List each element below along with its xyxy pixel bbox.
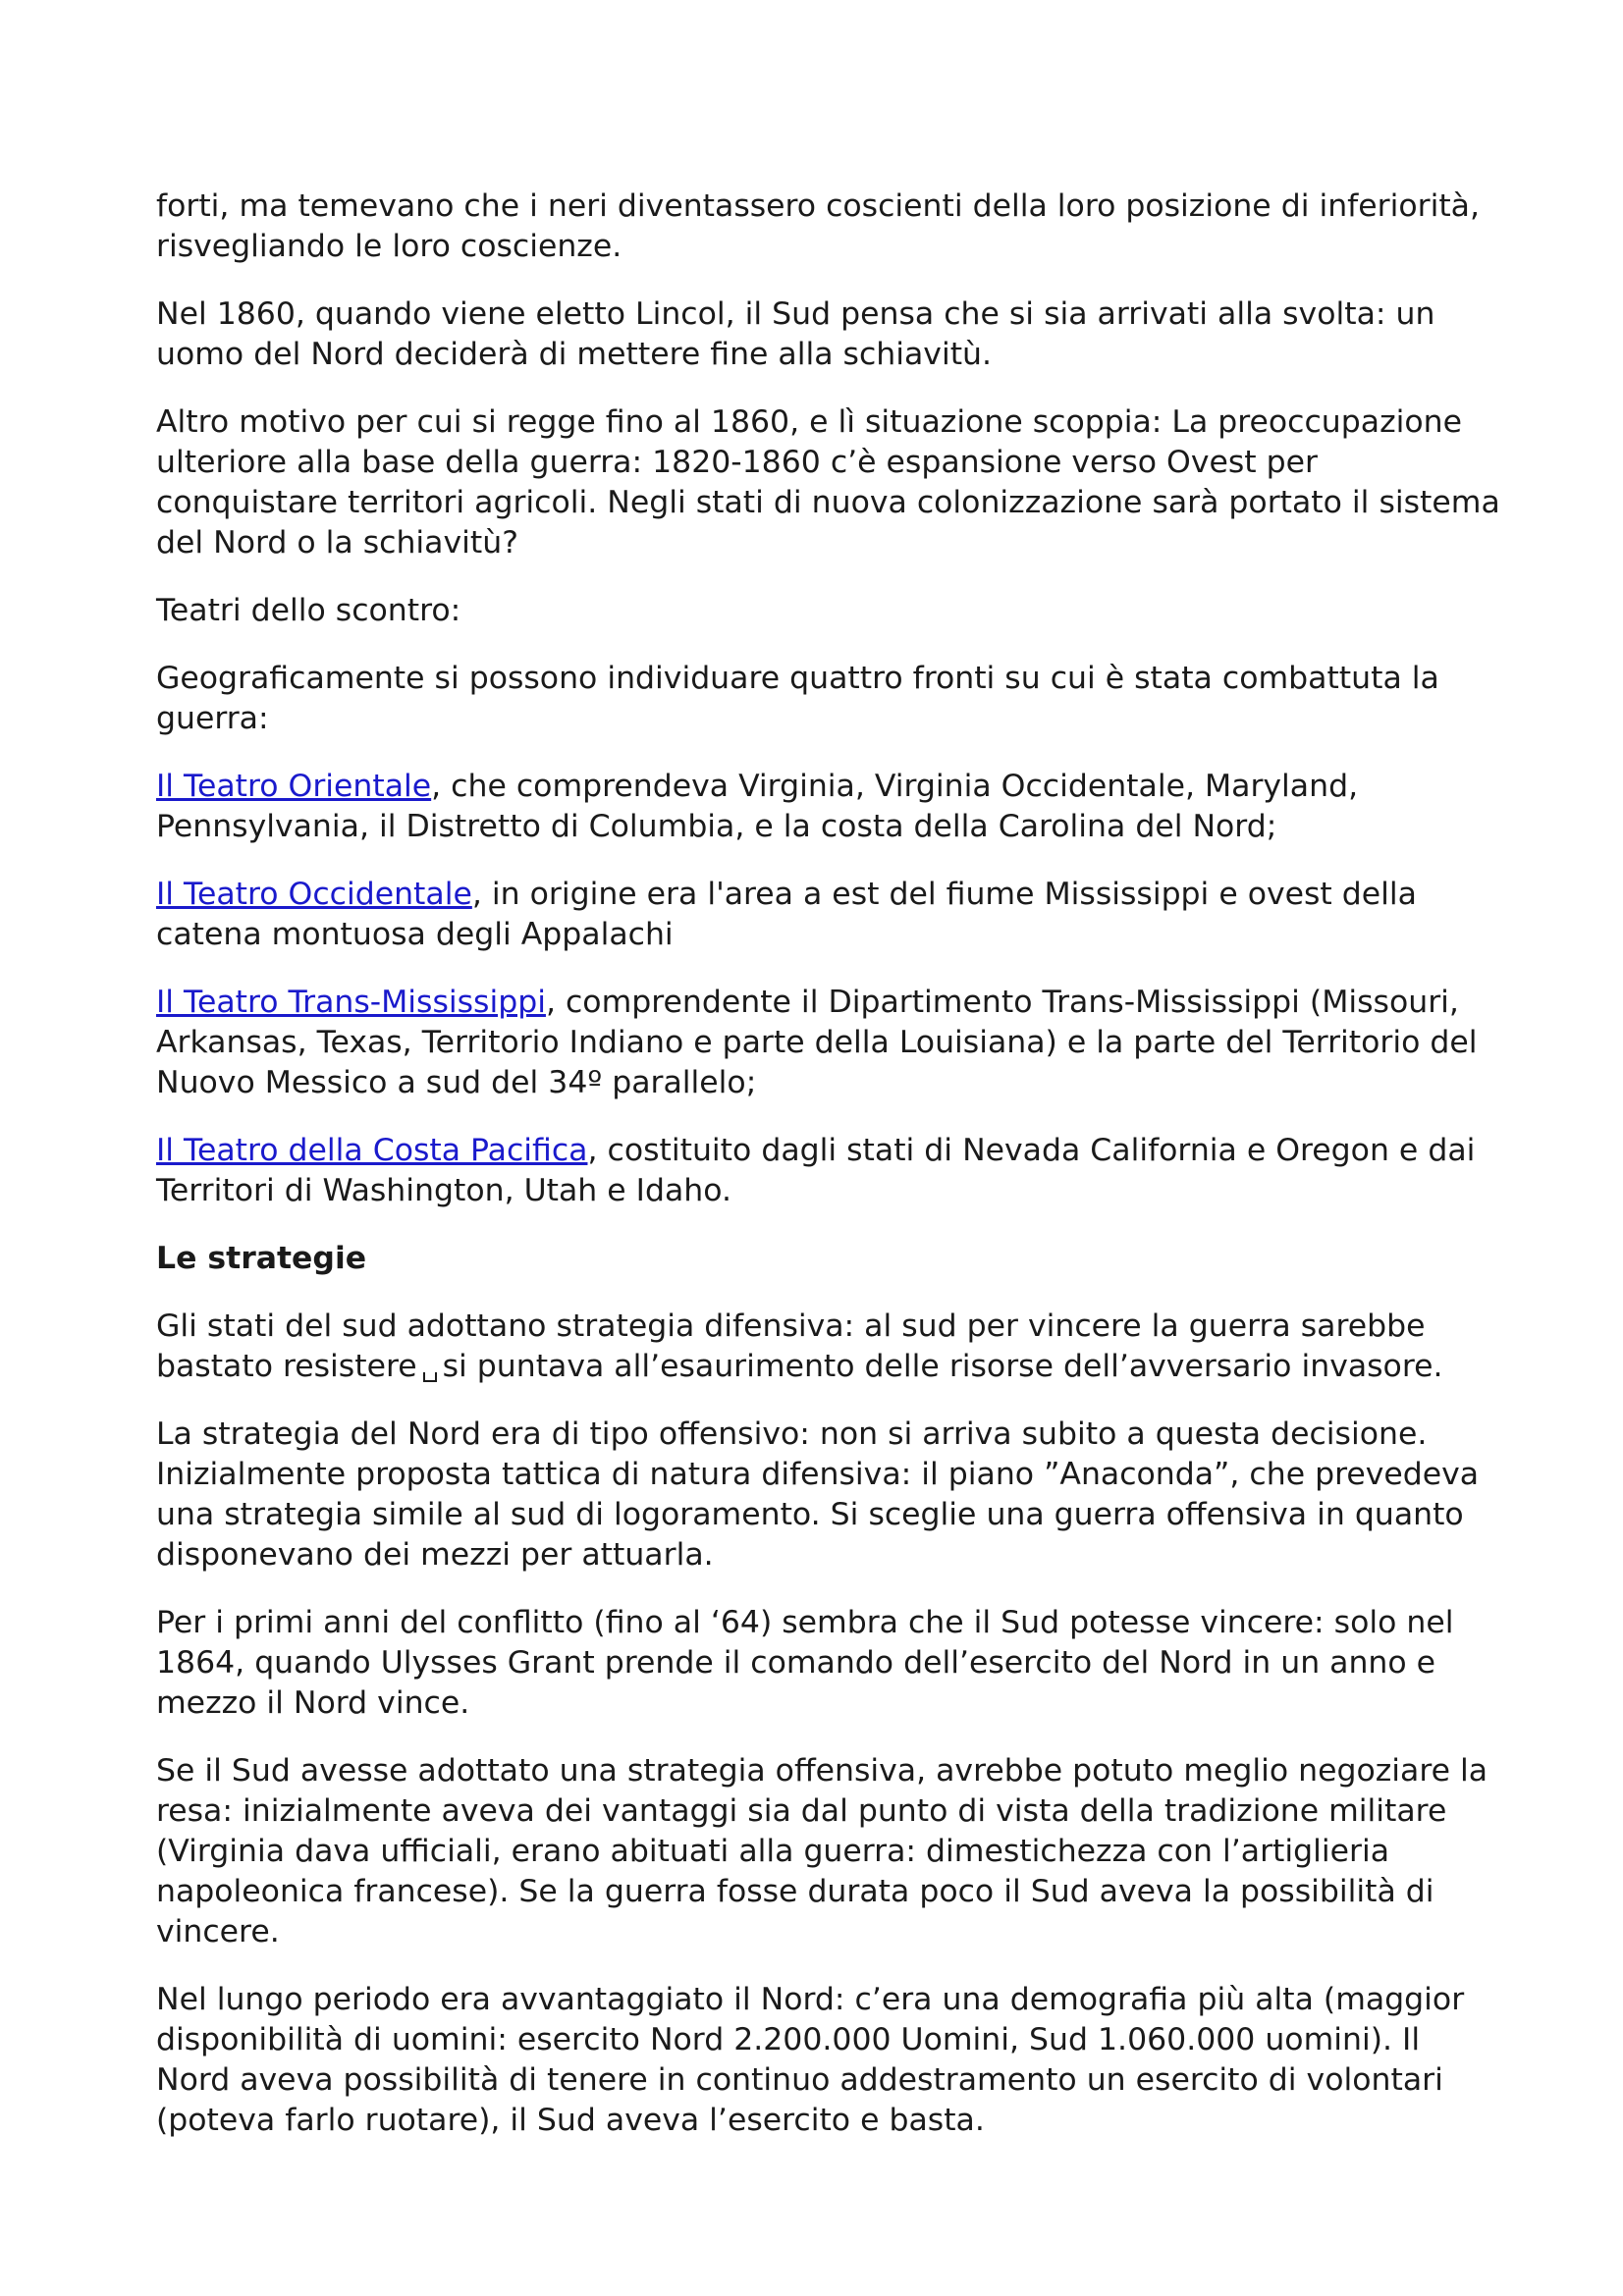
paragraph-south-offensive: Se il Sud avesse adottato una strategia offensiva, avrebbe potuto meglio negoziare la resa: inizialmente aveva dei vantaggi sia dal punto di vista della tradizione militare (Virginia dava ufficiali, erano abituati alla guerra: dimestichezza con l’artiglieria napoleonica francese). Se la guerra fosse durata poco il Sud aveva la possibilità di vincere.: [156, 1753, 1488, 1949]
theater-trans-mississippi: [156, 983, 1501, 1103]
south-strategy-text-after: si puntava all’esaurimento delle risorse dell’avversario invasore.: [442, 1349, 1443, 1384]
theater-eastern: [156, 767, 1501, 847]
theater-trans-mississippi-text: , comprendente il Dipartimento Trans-Mississippi (Missouri, Arkansas, Texas, Territorio Indiano e parte della Louisiana) e la parte del Territorio del Nuovo Messico a sud del 34º parallelo;: [156, 985, 1478, 1100]
paragraph-intro-continuation: forti, ma temevano che i neri diventassero coscienti della loro posizione di inferiorità, risvegliando le loro coscienze.: [156, 188, 1480, 264]
theater-pacific-coast: [156, 1131, 1501, 1211]
placeholder-glyph-icon: [423, 1372, 437, 1382]
theater-eastern-link[interactable]: Il Teatro Orientale: [156, 769, 432, 804]
theater-pacific-coast-link[interactable]: Il Teatro della Costa Pacifica: [156, 1133, 588, 1168]
paragraph-long-term-north: Nel lungo periodo era avvantaggiato il Nord: c’era una demografia più alta (maggior disponibilità di uomini: esercito Nord 2.200.000 Uomini, Sud 1.060.000 uomini). Il Nord aveva possibilità di tenere in continuo addestramento un esercito di volontari (poteva farlo ruotare), il Sud aveva l’esercito e basta.: [156, 1982, 1465, 2138]
paragraph-lincoln-election: Nel 1860, quando viene eletto Lincol, il Sud pensa che si sia arrivati alla svolta: un uomo del Nord deciderà di mettere fine alla schiavitù.: [156, 296, 1435, 372]
theater-eastern-text: , che comprendeva Virginia, Virginia Occidentale, Maryland, Pennsylvania, il Distretto di Columbia, e la costa della Carolina del Nord;: [156, 769, 1359, 844]
south-strategy-text-before: Gli stati del sud adottano strategia difensiva: al sud per vincere la guerra sarebbe bastato resistere: [156, 1308, 1426, 1384]
theater-pacific-coast-text: , costituito dagli stati di Nevada California e Oregon e dai Territori di Washington, Utah e Idaho.: [156, 1133, 1476, 1208]
paragraph-westward-expansion: Altro motivo per cui si regge fino al 1860, e lì situazione scoppia: La preoccupazione ulteriore alla base della guerra: 1820-1860 c’è espansione verso Ovest per conquistare territori agricoli. Negli stati di nuova colonizzazione sarà portato il sistema del Nord o la schiavitù?: [156, 404, 1500, 561]
theater-trans-mississippi-link[interactable]: Il Teatro Trans-Mississippi: [156, 985, 546, 1020]
theater-western-link[interactable]: Il Teatro Occidentale: [156, 877, 472, 912]
strategies-heading: Le strategie: [156, 1241, 367, 1276]
paragraph-south-strategy: [156, 1307, 1501, 1387]
theater-western-text: , in origine era l'area a est del fiume Mississippi e ovest della catena montuosa degli Appalachi: [156, 877, 1417, 952]
paragraph-four-fronts: Geograficamente si possono individuare quattro fronti su cui è stata combattuta la guerra:: [156, 661, 1439, 736]
paragraph-early-years: Per i primi anni del conflitto (fino al ‘64) sembra che il Sud potesse vincere: solo nel 1864, quando Ulysses Grant prende il comando dell’esercito del Nord in un anno e mezzo il Nord vince.: [156, 1605, 1454, 1721]
theater-western: [156, 875, 1501, 955]
document-page: [156, 187, 1501, 2168]
paragraph-north-strategy: La strategia del Nord era di tipo offensivo: non si arriva subito a questa decisione. Inizialmente proposta tattica di natura difensiva: il piano ”Anaconda”, che prevedeva una strategia simile al sud di logoramento. Si sceglie una guerra offensiva in quanto disponevano dei mezzi per attuarla.: [156, 1416, 1480, 1573]
paragraph-theaters-title: Teatri dello scontro:: [156, 593, 461, 628]
